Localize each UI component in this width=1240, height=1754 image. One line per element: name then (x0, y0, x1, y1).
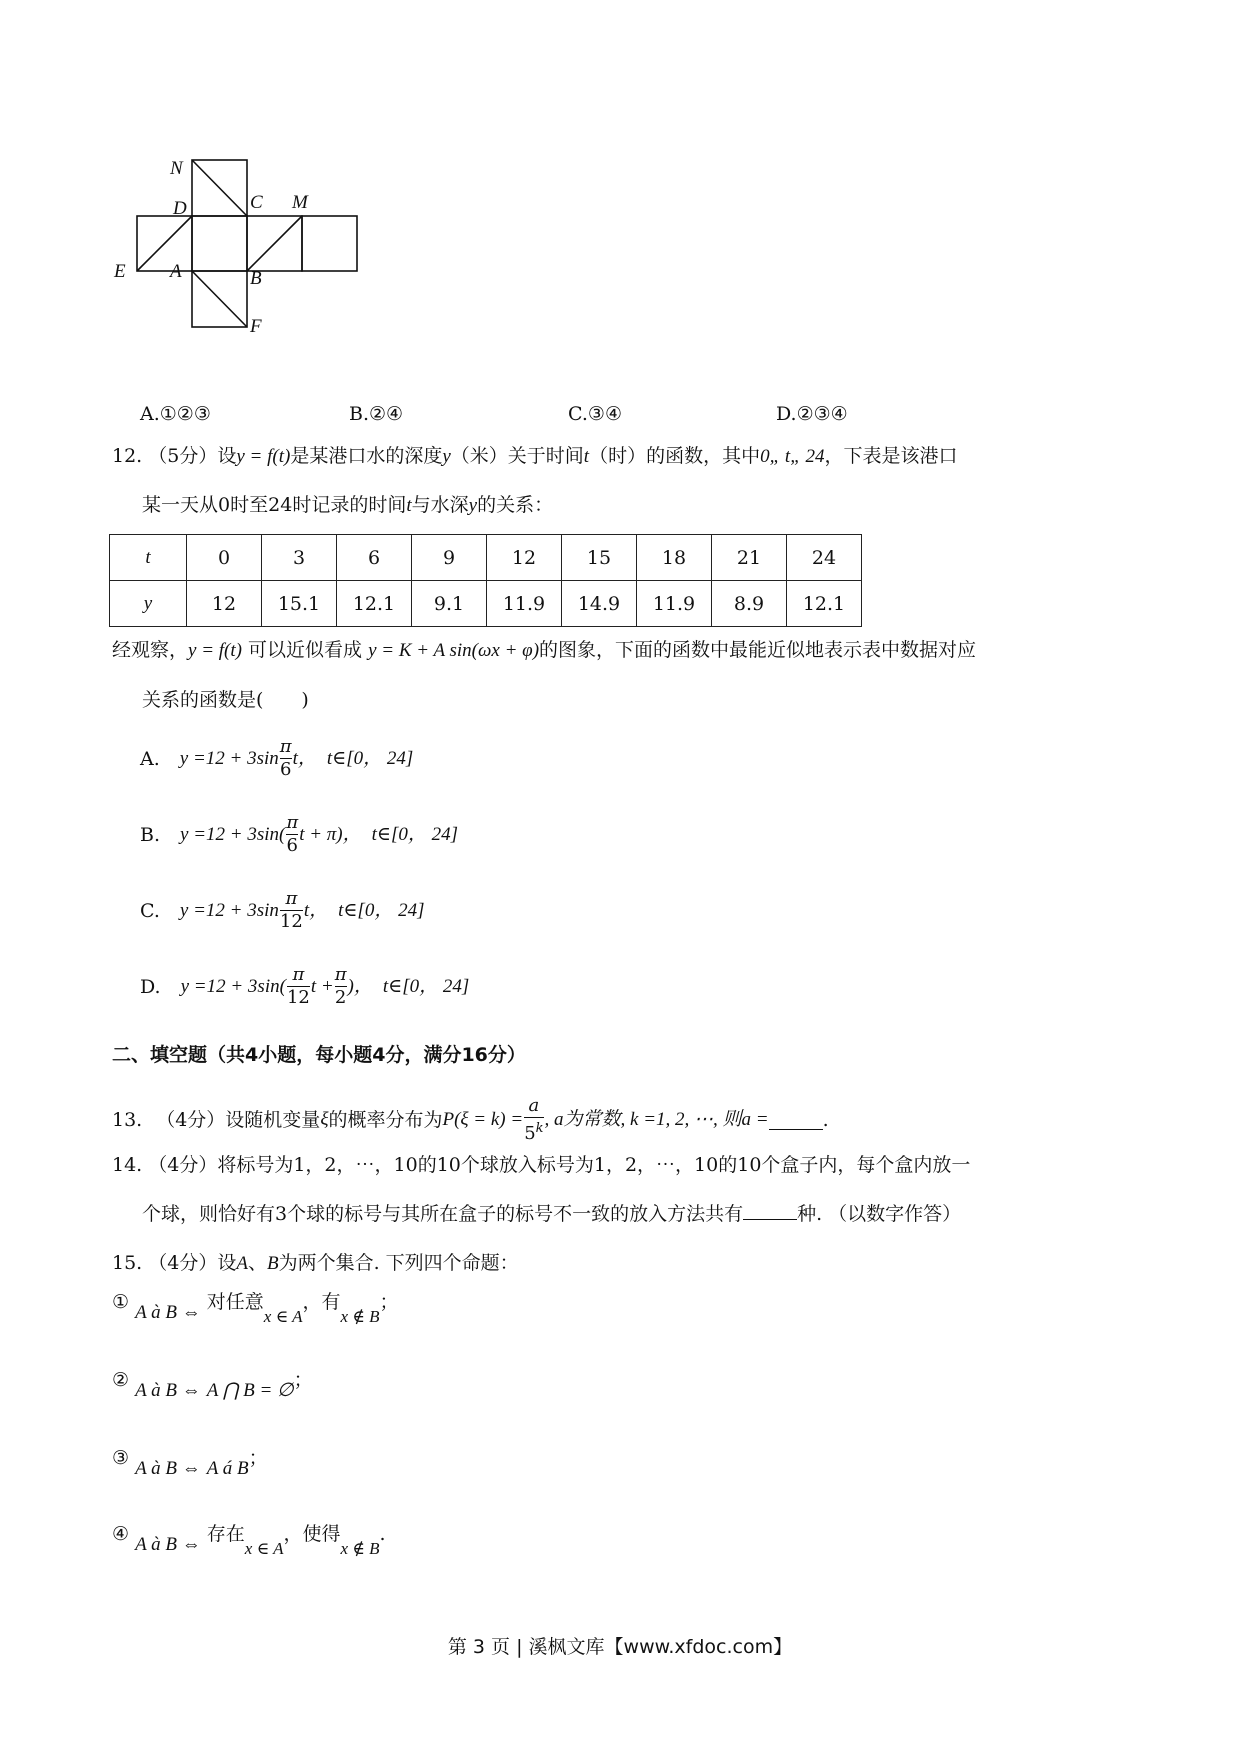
label-E: E (114, 261, 126, 282)
q12-observation-line2: 关系的函数是( ) (142, 689, 309, 711)
q13: 13. （4分）设随机变量 ξ 的概率分布为 P(ξ = k) = $\frac{a}{5^k}$ , a为常数, k =1, 2, ⋯, 则a = . (112, 1095, 829, 1144)
section-heading: 二、填空题（共4小题，每小题4分，满分16分） (112, 1044, 526, 1066)
cube-net-figure (100, 150, 390, 370)
table-cell: 18 (637, 535, 712, 581)
q15-item-4: ④ A à B ⇔ 存在x ∈ A，使得x ∉ B. (112, 1523, 386, 1558)
label-F: F (250, 316, 262, 337)
table-cell: 3 (262, 535, 337, 581)
table-row-t (110, 535, 862, 581)
diagonal-left (137, 216, 192, 271)
table-cell: 12 (187, 581, 262, 627)
q15-item-1: ① A à B ⇔ 对任意x ∈ A，有x ∉ B； (112, 1291, 399, 1326)
q12-stem-line2: 某一天从0时至24时记录的时间t与水深y的关系： (142, 494, 554, 516)
fraction: $\frac{\pi}{6}$ (279, 736, 292, 780)
table-cell: 11.9 (487, 581, 562, 627)
answer-blank[interactable] (743, 1201, 797, 1220)
q12-option-d[interactable]: D. y =12 + 3sin( $\frac{\pi}{12}$ t + $\frac{\pi}{2}$ )， t∈[0， 24] (140, 964, 470, 1008)
q14-line1: 14. （4分）将标号为1，2，⋯，10的10个球放入标号为1，2，⋯，10的10个盒子内，每个盒内放一 (112, 1154, 971, 1176)
q14-line2: 个球，则恰好有3个球的标号与其所在盒子的标号不一致的放入方法共有 种. （以数字作答） (142, 1203, 962, 1225)
q12-option-b[interactable]: B. y =12 + 3sin( $\frac{\pi}{6}$ t + π)， t∈[0， 24] (140, 812, 459, 856)
label-B: B (250, 268, 262, 289)
table-cell: 14.9 (562, 581, 637, 627)
row-label-t: t (110, 535, 187, 581)
q11-option-d[interactable]: D.②③④ (776, 403, 848, 425)
label-C: C (250, 192, 263, 213)
diagonal-bottom (192, 271, 247, 327)
table-cell: 0 (187, 535, 262, 581)
fraction: $\frac{a}{5^k}$ (524, 1095, 544, 1144)
table-cell: 6 (337, 535, 412, 581)
q11-option-b[interactable]: B.②④ (349, 403, 404, 425)
table-cell: 8.9 (712, 581, 787, 627)
page-footer: 第 3 页 | 溪枫文库【www.xfdoc.com】 (447, 1636, 793, 1658)
table-cell: 12.1 (787, 581, 862, 627)
q15-item-3: ③ A à B ⇔ A á B； (112, 1447, 268, 1479)
label-N: N (170, 158, 183, 179)
fraction: $\frac{\pi}{12}$ (286, 964, 310, 1008)
fraction: $\frac{\pi}{6}$ (286, 812, 299, 856)
table-cell: 24 (787, 535, 862, 581)
diagonal-top (192, 160, 247, 216)
q11-option-c[interactable]: C.③④ (568, 403, 622, 425)
q15-item-2: ② A à B ⇔ A ⋂ B = ∅； (112, 1369, 313, 1401)
label-A: A (170, 261, 182, 282)
diagonal-right (247, 216, 302, 271)
q12-observation-line1: 经观察，y = f(t) 可以近似看成 y = K + A sin(ωx + φ)的图象，下面的函数中最能近似地表示表中数据对应 (112, 639, 977, 661)
table-cell: 12.1 (337, 581, 412, 627)
table-cell: 12 (487, 535, 562, 581)
answer-blank[interactable] (769, 1111, 823, 1130)
q12-option-a[interactable]: A. y =12 + 3sin $\frac{\pi}{6}$ t， t∈[0， 24] (140, 736, 414, 780)
fraction: $\frac{\pi}{2}$ (334, 964, 347, 1008)
table-cell: 15.1 (262, 581, 337, 627)
row-label-y: y (110, 581, 187, 627)
table-cell: 9 (412, 535, 487, 581)
q12-stem-line1: 12. （5分）设y = f(t)是某港口水的深度y（米）关于时间t（时）的函数，其中0„ t„ 24，下表是该港口 (112, 445, 958, 467)
table-cell: 11.9 (637, 581, 712, 627)
tide-table (109, 534, 862, 627)
net-square-far-right (302, 216, 357, 271)
q15-stem: 15. （4分）设A、B为两个集合. 下列四个命题： (112, 1252, 519, 1274)
table-row-y (110, 581, 862, 627)
fraction: $\frac{\pi}{12}$ (279, 888, 303, 932)
table-cell: 21 (712, 535, 787, 581)
table-cell: 9.1 (412, 581, 487, 627)
net-square-center (192, 216, 247, 271)
q12-option-c[interactable]: C. y =12 + 3sin $\frac{\pi}{12}$ t， t∈[0， 24] (140, 888, 425, 932)
label-D: D (173, 198, 187, 219)
q11-option-a[interactable]: A.①②③ (140, 403, 211, 425)
label-M: M (292, 192, 308, 213)
table-cell: 15 (562, 535, 637, 581)
